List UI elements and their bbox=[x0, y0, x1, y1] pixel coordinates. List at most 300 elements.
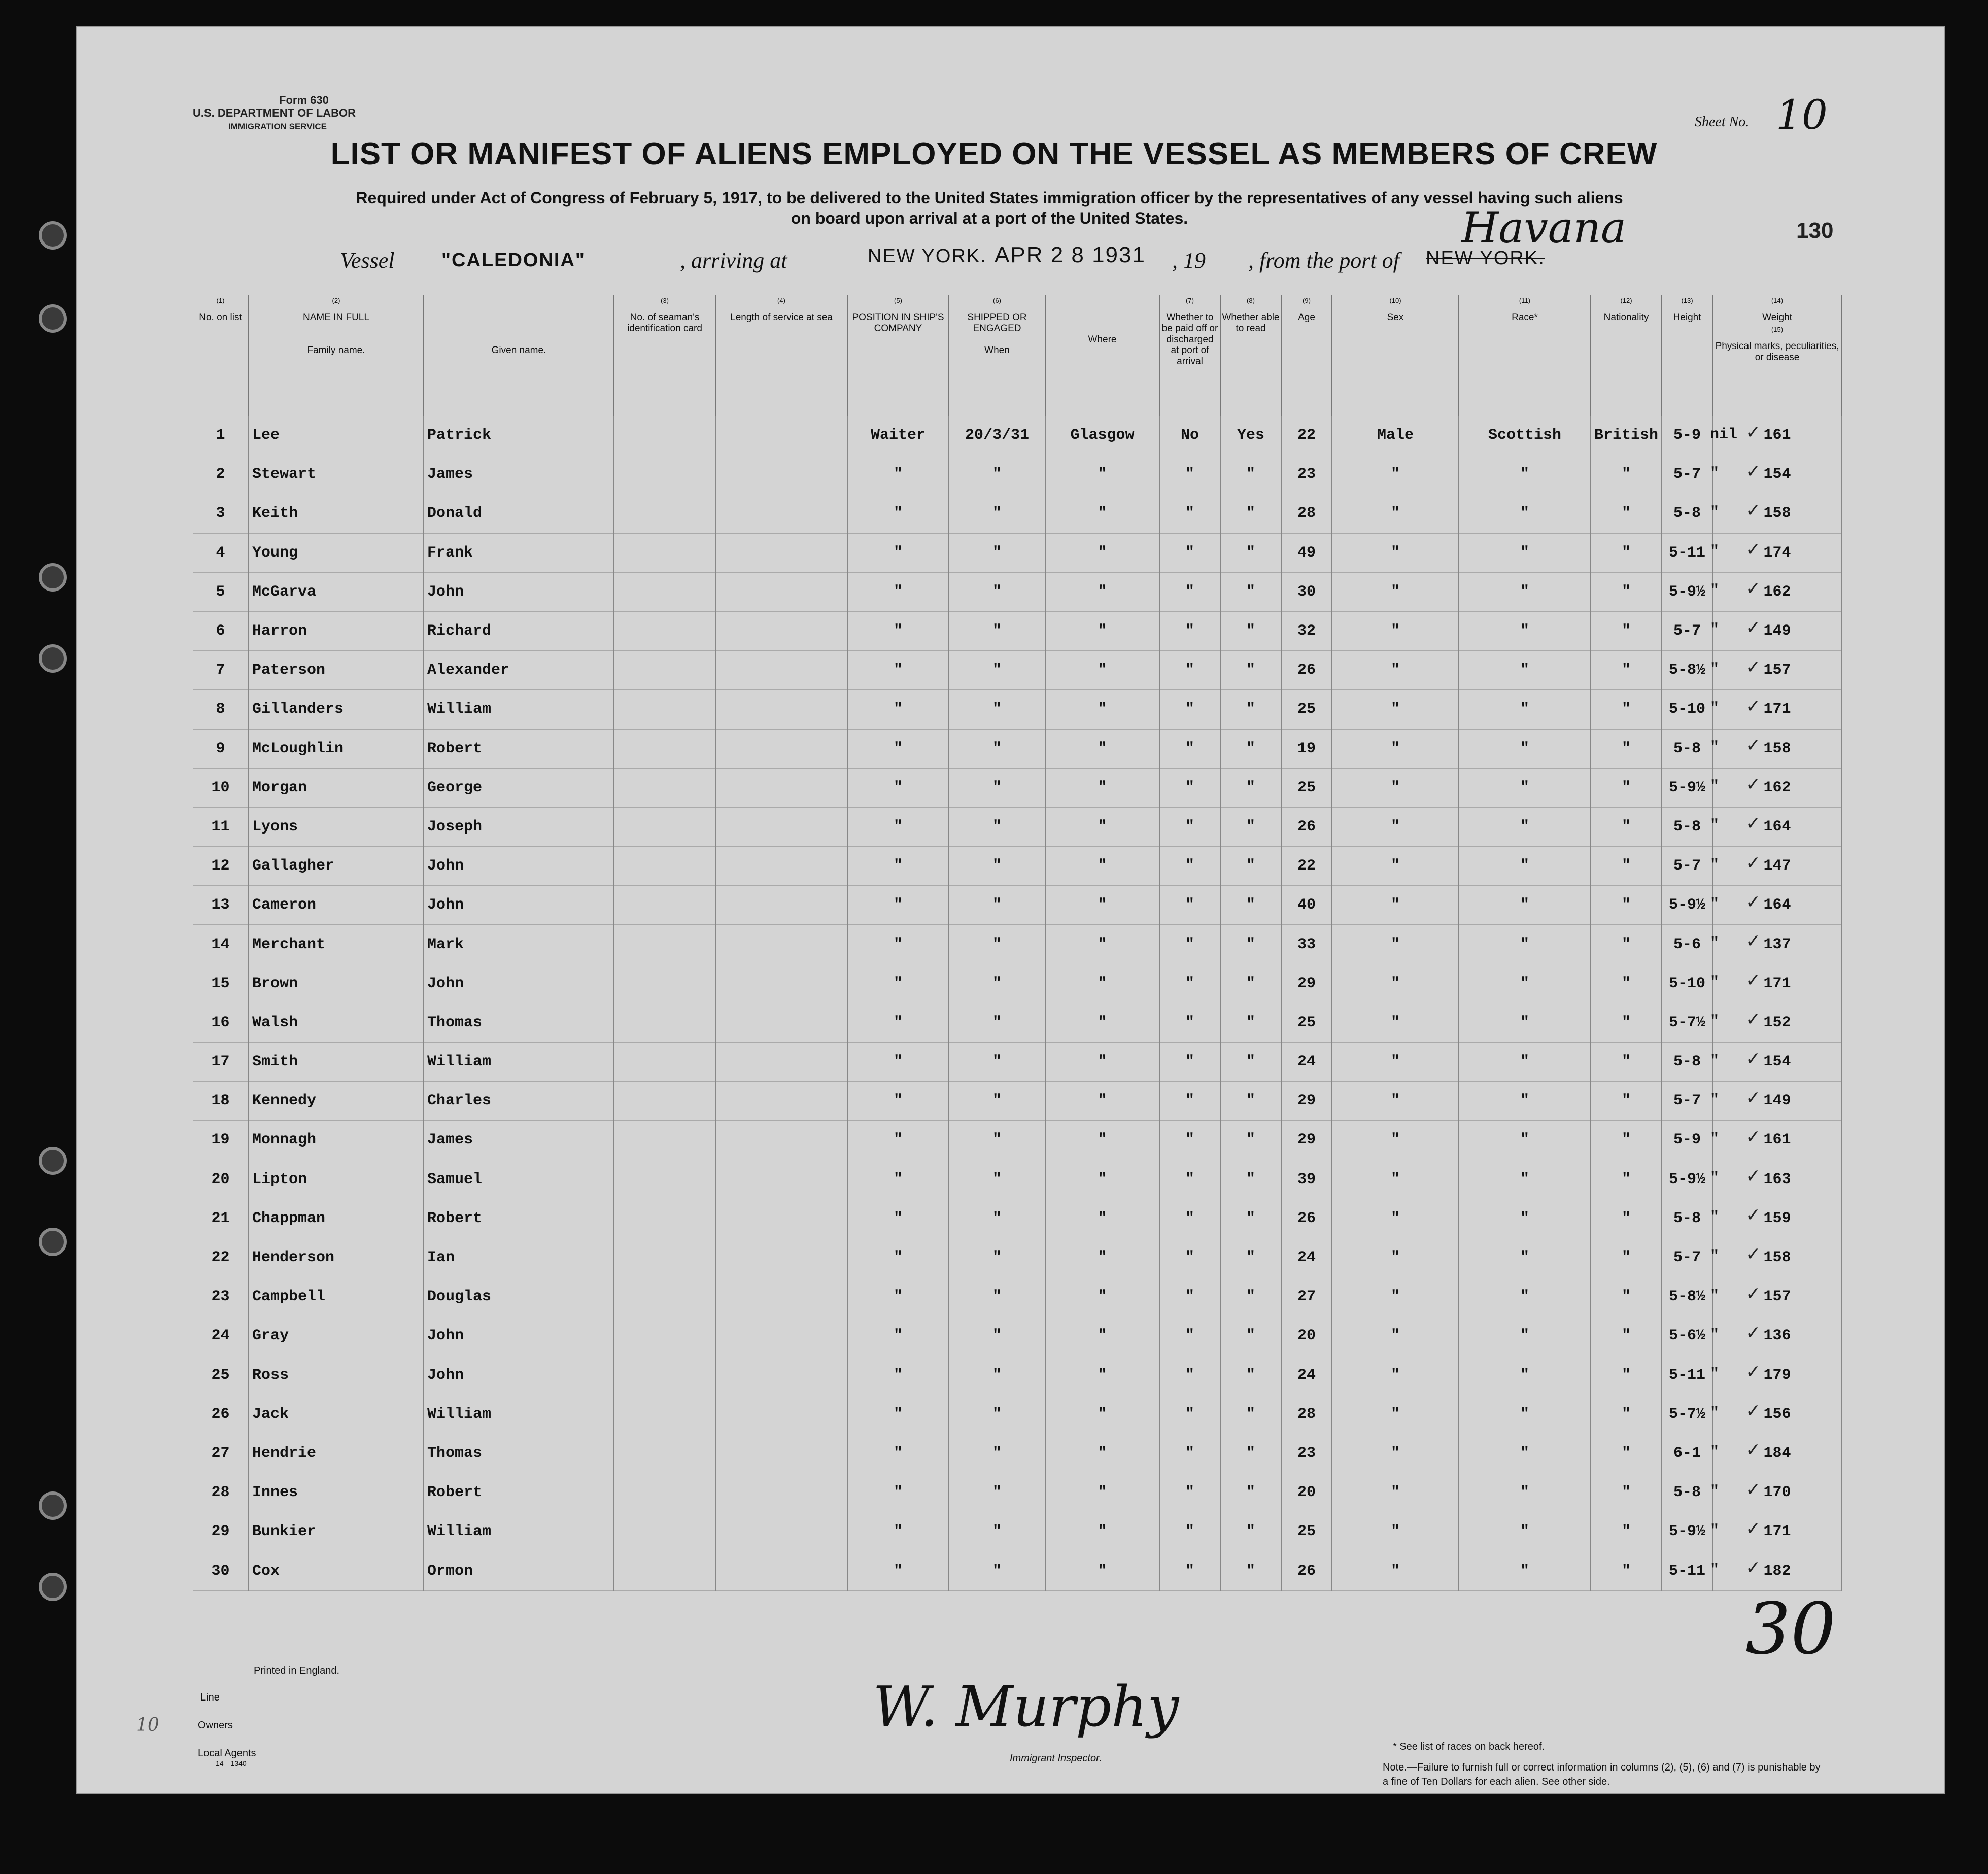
cell-no: 29 bbox=[193, 1512, 249, 1551]
cell-blank bbox=[614, 1434, 715, 1473]
cell-no: 8 bbox=[193, 690, 249, 729]
cell-where: " bbox=[1045, 1160, 1159, 1199]
cell-blank bbox=[715, 1473, 847, 1512]
cell-marks: " bbox=[1710, 739, 1720, 756]
cell-read: " bbox=[1220, 1434, 1281, 1473]
check-mark-icon: ✓ bbox=[1745, 813, 1761, 835]
cell-given: Charles bbox=[424, 1082, 614, 1121]
cell-height: 5-9½ bbox=[1662, 1512, 1712, 1551]
cell-weight: 158 bbox=[1712, 494, 1842, 533]
cell-pos: " bbox=[847, 1316, 949, 1356]
cell-marks: " bbox=[1710, 1405, 1720, 1422]
cell-paid: " bbox=[1159, 494, 1220, 533]
cell-race: " bbox=[1459, 847, 1591, 886]
page-number: 130 bbox=[1796, 218, 1834, 243]
cell-read: " bbox=[1220, 572, 1281, 611]
cell-sex: " bbox=[1332, 1121, 1459, 1160]
cell-blank bbox=[614, 572, 715, 611]
total-count: 30 bbox=[1745, 1588, 1836, 1671]
cell-no: 26 bbox=[193, 1395, 249, 1434]
cell-height: 5-9 bbox=[1662, 416, 1712, 455]
check-mark-icon: ✓ bbox=[1745, 1283, 1761, 1304]
check-mark-icon: ✓ bbox=[1745, 1205, 1761, 1226]
cell-read: " bbox=[1220, 1512, 1281, 1551]
cell-race: " bbox=[1459, 1082, 1591, 1121]
cell-race: " bbox=[1459, 1003, 1591, 1042]
cell-height: 5-9½ bbox=[1662, 572, 1712, 611]
cell-given: John bbox=[424, 847, 614, 886]
cell-marks: " bbox=[1710, 1522, 1720, 1540]
cell-age: 27 bbox=[1281, 1277, 1332, 1316]
cell-paid: " bbox=[1159, 847, 1220, 886]
col-header-paid-off: (7) Whether to be paid off or discharged at port of arrival bbox=[1159, 295, 1220, 416]
cell-weight: 164 bbox=[1712, 886, 1842, 925]
cell-marks: " bbox=[1710, 621, 1720, 639]
cell-sex: " bbox=[1332, 1356, 1459, 1395]
cell-where: " bbox=[1045, 1277, 1159, 1316]
cell-when: " bbox=[949, 807, 1045, 846]
cell-race: " bbox=[1459, 572, 1591, 611]
table-row bbox=[193, 611, 1842, 650]
table-row bbox=[193, 1512, 1842, 1551]
cell-read: " bbox=[1220, 651, 1281, 690]
cell-weight: 156 bbox=[1712, 1395, 1842, 1434]
check-mark-icon: ✓ bbox=[1745, 617, 1761, 639]
cell-paid: " bbox=[1159, 1043, 1220, 1082]
cell-family: Young bbox=[249, 533, 424, 572]
cell-sex: " bbox=[1332, 1082, 1459, 1121]
race-note: * See list of races on back hereof. bbox=[1393, 1741, 1545, 1752]
cell-age: 22 bbox=[1281, 847, 1332, 886]
cell-blank bbox=[715, 1238, 847, 1277]
cell-weight: 161 bbox=[1712, 416, 1842, 455]
cell-pos: " bbox=[847, 1395, 949, 1434]
cell-height: 5-8 bbox=[1662, 1199, 1712, 1238]
cell-family: Lee bbox=[249, 416, 424, 455]
table-row bbox=[193, 1277, 1842, 1316]
cell-nat: " bbox=[1591, 651, 1662, 690]
cell-blank bbox=[715, 886, 847, 925]
check-mark-icon: ✓ bbox=[1745, 656, 1761, 678]
table-row bbox=[193, 494, 1842, 533]
cell-blank bbox=[715, 651, 847, 690]
cell-weight: 152 bbox=[1712, 1003, 1842, 1042]
cell-race: " bbox=[1459, 729, 1591, 768]
cell-given: Samuel bbox=[424, 1160, 614, 1199]
cell-blank bbox=[715, 1082, 847, 1121]
check-mark-icon: ✓ bbox=[1745, 970, 1761, 991]
cell-height: 5-11 bbox=[1662, 1551, 1712, 1590]
cell-paid: " bbox=[1159, 1551, 1220, 1590]
cell-where: " bbox=[1045, 1512, 1159, 1551]
cell-sex: " bbox=[1332, 533, 1459, 572]
cell-family: McGarva bbox=[249, 572, 424, 611]
cell-pos: " bbox=[847, 572, 949, 611]
cell-where: " bbox=[1045, 1356, 1159, 1395]
cell-paid: " bbox=[1159, 455, 1220, 494]
cell-where: " bbox=[1045, 611, 1159, 650]
cell-race: " bbox=[1459, 533, 1591, 572]
cell-race: " bbox=[1459, 1551, 1591, 1590]
cell-where: " bbox=[1045, 690, 1159, 729]
cell-nat: " bbox=[1591, 1121, 1662, 1160]
cell-sex: " bbox=[1332, 1316, 1459, 1356]
cell-nat: " bbox=[1591, 1238, 1662, 1277]
check-mark-icon: ✓ bbox=[1745, 735, 1761, 756]
cell-race: " bbox=[1459, 1473, 1591, 1512]
cell-read: " bbox=[1220, 925, 1281, 964]
cell-marks: " bbox=[1710, 1326, 1720, 1344]
cell-weight: 171 bbox=[1712, 1512, 1842, 1551]
cell-age: 29 bbox=[1281, 1121, 1332, 1160]
check-mark-icon: ✓ bbox=[1745, 1557, 1761, 1578]
cell-family: Morgan bbox=[249, 768, 424, 807]
cell-nat: " bbox=[1591, 729, 1662, 768]
col-header-age: (9) Age bbox=[1281, 295, 1332, 416]
cell-no: 17 bbox=[193, 1043, 249, 1082]
cell-race: " bbox=[1459, 964, 1591, 1003]
cell-blank bbox=[715, 964, 847, 1003]
cell-no: 4 bbox=[193, 533, 249, 572]
cell-pos: " bbox=[847, 1199, 949, 1238]
cell-age: 28 bbox=[1281, 1395, 1332, 1434]
cell-family: Monnagh bbox=[249, 1121, 424, 1160]
cell-weight: 149 bbox=[1712, 611, 1842, 650]
printed-in: Printed in England. bbox=[254, 1665, 340, 1676]
cell-read: " bbox=[1220, 1395, 1281, 1434]
check-mark-icon: ✓ bbox=[1745, 422, 1761, 443]
cell-when: " bbox=[949, 768, 1045, 807]
cell-sex: " bbox=[1332, 768, 1459, 807]
cell-blank bbox=[614, 533, 715, 572]
cell-sex: " bbox=[1332, 1199, 1459, 1238]
table-row bbox=[193, 572, 1842, 611]
cell-weight: 157 bbox=[1712, 1277, 1842, 1316]
cell-family: Brown bbox=[249, 964, 424, 1003]
cell-paid: " bbox=[1159, 1316, 1220, 1356]
cell-sex: " bbox=[1332, 690, 1459, 729]
cell-blank bbox=[614, 729, 715, 768]
cell-where: " bbox=[1045, 494, 1159, 533]
cell-blank bbox=[614, 1551, 715, 1590]
cell-blank bbox=[614, 494, 715, 533]
cell-weight: 137 bbox=[1712, 925, 1842, 964]
cell-marks: " bbox=[1710, 856, 1720, 874]
cell-pos: " bbox=[847, 1121, 949, 1160]
table-row bbox=[193, 1238, 1842, 1277]
check-mark-icon: ✓ bbox=[1745, 696, 1761, 717]
table-row bbox=[193, 886, 1842, 925]
cell-race: " bbox=[1459, 807, 1591, 846]
cell-given: Joseph bbox=[424, 807, 614, 846]
cell-marks: " bbox=[1710, 504, 1720, 522]
cell-weight: 154 bbox=[1712, 1043, 1842, 1082]
cell-marks: " bbox=[1710, 465, 1720, 482]
vessel-name: "CALEDONIA" bbox=[441, 250, 586, 271]
cell-age: 32 bbox=[1281, 611, 1332, 650]
cell-given: Thomas bbox=[424, 1434, 614, 1473]
cell-when: " bbox=[949, 1473, 1045, 1512]
cell-given: William bbox=[424, 690, 614, 729]
cell-marks: nil bbox=[1710, 426, 1738, 443]
check-mark-icon: ✓ bbox=[1745, 1479, 1761, 1500]
cell-read: " bbox=[1220, 1551, 1281, 1590]
cell-no: 12 bbox=[193, 847, 249, 886]
table-row bbox=[193, 964, 1842, 1003]
cell-when: " bbox=[949, 651, 1045, 690]
cell-pos: " bbox=[847, 729, 949, 768]
cell-read: " bbox=[1220, 1082, 1281, 1121]
table-row bbox=[193, 1473, 1842, 1512]
cell-nat: " bbox=[1591, 886, 1662, 925]
cell-when: " bbox=[949, 1121, 1045, 1160]
check-mark-icon: ✓ bbox=[1745, 930, 1761, 952]
cell-blank bbox=[614, 925, 715, 964]
cell-blank bbox=[715, 455, 847, 494]
cell-sex: " bbox=[1332, 847, 1459, 886]
cell-nat: " bbox=[1591, 1356, 1662, 1395]
table-row bbox=[193, 690, 1842, 729]
cell-family: Stewart bbox=[249, 455, 424, 494]
cell-sex: " bbox=[1332, 1003, 1459, 1042]
cell-age: 29 bbox=[1281, 1082, 1332, 1121]
cell-race: " bbox=[1459, 1395, 1591, 1434]
cell-height: 5-11 bbox=[1662, 1356, 1712, 1395]
cell-read: " bbox=[1220, 1003, 1281, 1042]
cell-blank bbox=[614, 1121, 715, 1160]
inspector-signature: W. Murphy bbox=[873, 1674, 1179, 1739]
cell-age: 19 bbox=[1281, 729, 1332, 768]
cell-family: Chappman bbox=[249, 1199, 424, 1238]
cell-when: " bbox=[949, 572, 1045, 611]
check-mark-icon: ✓ bbox=[1745, 1322, 1761, 1343]
cell-blank bbox=[715, 1043, 847, 1082]
table-row bbox=[193, 1434, 1842, 1473]
table-row bbox=[193, 1199, 1842, 1238]
cell-family: McLoughlin bbox=[249, 729, 424, 768]
cell-pos: " bbox=[847, 807, 949, 846]
cell-paid: " bbox=[1159, 1277, 1220, 1316]
table-row bbox=[193, 1160, 1842, 1199]
cell-no: 10 bbox=[193, 768, 249, 807]
cell-marks: " bbox=[1710, 934, 1720, 952]
cell-family: Ross bbox=[249, 1356, 424, 1395]
cell-blank bbox=[614, 807, 715, 846]
cell-blank bbox=[715, 1551, 847, 1590]
table-row bbox=[193, 651, 1842, 690]
cell-no: 13 bbox=[193, 886, 249, 925]
cell-read: " bbox=[1220, 964, 1281, 1003]
cell-nat: " bbox=[1591, 455, 1662, 494]
cell-blank bbox=[715, 1434, 847, 1473]
cell-no: 24 bbox=[193, 1316, 249, 1356]
cell-when: " bbox=[949, 1434, 1045, 1473]
cell-when: " bbox=[949, 611, 1045, 650]
cell-no: 15 bbox=[193, 964, 249, 1003]
cell-blank bbox=[715, 572, 847, 611]
cell-given: Frank bbox=[424, 533, 614, 572]
cell-given: Ormon bbox=[424, 1551, 614, 1590]
cell-height: 6-1 bbox=[1662, 1434, 1712, 1473]
cell-weight: 171 bbox=[1712, 964, 1842, 1003]
cell-race: " bbox=[1459, 611, 1591, 650]
cell-family: Gillanders bbox=[249, 690, 424, 729]
cell-given: John bbox=[424, 1356, 614, 1395]
cell-blank bbox=[614, 416, 715, 455]
cell-marks: " bbox=[1710, 1444, 1720, 1462]
cell-read: " bbox=[1220, 494, 1281, 533]
cell-given: Robert bbox=[424, 729, 614, 768]
cell-family: Merchant bbox=[249, 925, 424, 964]
col-header-weight: (14) Weight (15) Physical marks, peculiarities, or disease bbox=[1712, 295, 1842, 416]
cell-paid: " bbox=[1159, 768, 1220, 807]
agents-label: Local Agents bbox=[198, 1748, 256, 1759]
cell-weight: 158 bbox=[1712, 1238, 1842, 1277]
cell-no: 11 bbox=[193, 807, 249, 846]
cell-pos: " bbox=[847, 651, 949, 690]
cell-race: " bbox=[1459, 768, 1591, 807]
vessel-label: Vessel bbox=[340, 248, 395, 273]
cell-sex: " bbox=[1332, 1160, 1459, 1199]
cell-no: 20 bbox=[193, 1160, 249, 1199]
cell-height: 5-8½ bbox=[1662, 651, 1712, 690]
cell-age: 25 bbox=[1281, 768, 1332, 807]
cell-given: Robert bbox=[424, 1199, 614, 1238]
cell-sex: " bbox=[1332, 964, 1459, 1003]
cell-nat: " bbox=[1591, 768, 1662, 807]
cell-given: James bbox=[424, 1121, 614, 1160]
cell-weight: 162 bbox=[1712, 572, 1842, 611]
table-row bbox=[193, 1316, 1842, 1356]
cell-pos: " bbox=[847, 1082, 949, 1121]
cell-sex: Male bbox=[1332, 416, 1459, 455]
cell-age: 30 bbox=[1281, 572, 1332, 611]
cell-family: Walsh bbox=[249, 1003, 424, 1042]
cell-race: " bbox=[1459, 1121, 1591, 1160]
owners-label: Owners bbox=[198, 1720, 233, 1731]
cell-marks: " bbox=[1710, 1052, 1720, 1070]
cell-sex: " bbox=[1332, 886, 1459, 925]
fine-note: Note.—Failure to furnish full or correct information in columns (2), (5), (6) and (7) is punishable by a fine of Ten Dollars for each alien. See other side. bbox=[1383, 1762, 1821, 1787]
cell-marks: " bbox=[1710, 1561, 1720, 1579]
line-label: Line bbox=[200, 1692, 220, 1703]
cell-sex: " bbox=[1332, 1043, 1459, 1082]
cell-pos: " bbox=[847, 1003, 949, 1042]
check-mark-icon: ✓ bbox=[1745, 1126, 1761, 1148]
cell-no: 1 bbox=[193, 416, 249, 455]
cell-paid: " bbox=[1159, 964, 1220, 1003]
cell-no: 6 bbox=[193, 611, 249, 650]
cell-when: " bbox=[949, 1551, 1045, 1590]
cell-height: 5-9½ bbox=[1662, 886, 1712, 925]
cell-family: Cox bbox=[249, 1551, 424, 1590]
cell-height: 5-8 bbox=[1662, 494, 1712, 533]
cell-blank bbox=[614, 1160, 715, 1199]
date-stamp: APR 2 8 1931 bbox=[995, 242, 1146, 267]
cell-where: " bbox=[1045, 1434, 1159, 1473]
check-mark-icon: ✓ bbox=[1745, 461, 1761, 482]
cell-blank bbox=[614, 455, 715, 494]
cell-when: " bbox=[949, 533, 1045, 572]
cell-nat: " bbox=[1591, 1160, 1662, 1199]
cell-blank bbox=[614, 1277, 715, 1316]
cell-age: 20 bbox=[1281, 1473, 1332, 1512]
cell-no: 21 bbox=[193, 1199, 249, 1238]
cell-paid: " bbox=[1159, 1473, 1220, 1512]
cell-given: Richard bbox=[424, 611, 614, 650]
cell-weight: 174 bbox=[1712, 533, 1842, 572]
cell-blank bbox=[614, 1512, 715, 1551]
cell-nat: " bbox=[1591, 1003, 1662, 1042]
check-mark-icon: ✓ bbox=[1745, 500, 1761, 521]
cell-given: James bbox=[424, 455, 614, 494]
cell-where: " bbox=[1045, 533, 1159, 572]
cell-age: 24 bbox=[1281, 1238, 1332, 1277]
check-mark-icon: ✓ bbox=[1745, 1166, 1761, 1187]
cell-paid: " bbox=[1159, 1199, 1220, 1238]
cell-blank bbox=[614, 1043, 715, 1082]
cell-pos: " bbox=[847, 611, 949, 650]
cell-when: " bbox=[949, 1199, 1045, 1238]
cell-given: John bbox=[424, 964, 614, 1003]
cell-given: Mark bbox=[424, 925, 614, 964]
cell-read: " bbox=[1220, 455, 1281, 494]
cell-family: Bunkier bbox=[249, 1512, 424, 1551]
cell-blank bbox=[715, 847, 847, 886]
cell-blank bbox=[715, 768, 847, 807]
col-header-where: Where bbox=[1045, 295, 1159, 416]
table-row bbox=[193, 533, 1842, 572]
cell-weight: 136 bbox=[1712, 1316, 1842, 1356]
cell-age: 29 bbox=[1281, 964, 1332, 1003]
cell-age: 26 bbox=[1281, 1199, 1332, 1238]
cell-sex: " bbox=[1332, 1473, 1459, 1512]
cell-marks: " bbox=[1710, 1013, 1720, 1031]
cell-no: 22 bbox=[193, 1238, 249, 1277]
cell-race: " bbox=[1459, 1316, 1591, 1356]
cell-age: 25 bbox=[1281, 690, 1332, 729]
cell-blank bbox=[715, 611, 847, 650]
cell-nat: " bbox=[1591, 1395, 1662, 1434]
cell-race: " bbox=[1459, 1277, 1591, 1316]
cell-given: Patrick bbox=[424, 416, 614, 455]
margin-note: 10 bbox=[136, 1715, 159, 1736]
cell-no: 5 bbox=[193, 572, 249, 611]
cell-height: 5-8 bbox=[1662, 1043, 1712, 1082]
cell-blank bbox=[614, 964, 715, 1003]
cell-race: " bbox=[1459, 1512, 1591, 1551]
cell-pos: " bbox=[847, 964, 949, 1003]
cell-age: 25 bbox=[1281, 1003, 1332, 1042]
cell-sex: " bbox=[1332, 494, 1459, 533]
table-row bbox=[193, 807, 1842, 846]
punch-hole bbox=[39, 1491, 67, 1520]
cell-read: " bbox=[1220, 1356, 1281, 1395]
cell-where: " bbox=[1045, 1043, 1159, 1082]
cell-paid: " bbox=[1159, 690, 1220, 729]
col-header-nationality: (12) Nationality bbox=[1591, 295, 1662, 416]
cell-where: " bbox=[1045, 925, 1159, 964]
check-mark-icon: ✓ bbox=[1745, 1244, 1761, 1265]
cell-blank bbox=[715, 1121, 847, 1160]
punch-hole bbox=[39, 304, 67, 333]
cell-race: " bbox=[1459, 925, 1591, 964]
cell-when: " bbox=[949, 1277, 1045, 1316]
department: U.S. DEPARTMENT OF LABOR bbox=[193, 107, 356, 119]
check-mark-icon: ✓ bbox=[1745, 1048, 1761, 1069]
cell-blank bbox=[715, 1395, 847, 1434]
cell-nat: British bbox=[1591, 416, 1662, 455]
